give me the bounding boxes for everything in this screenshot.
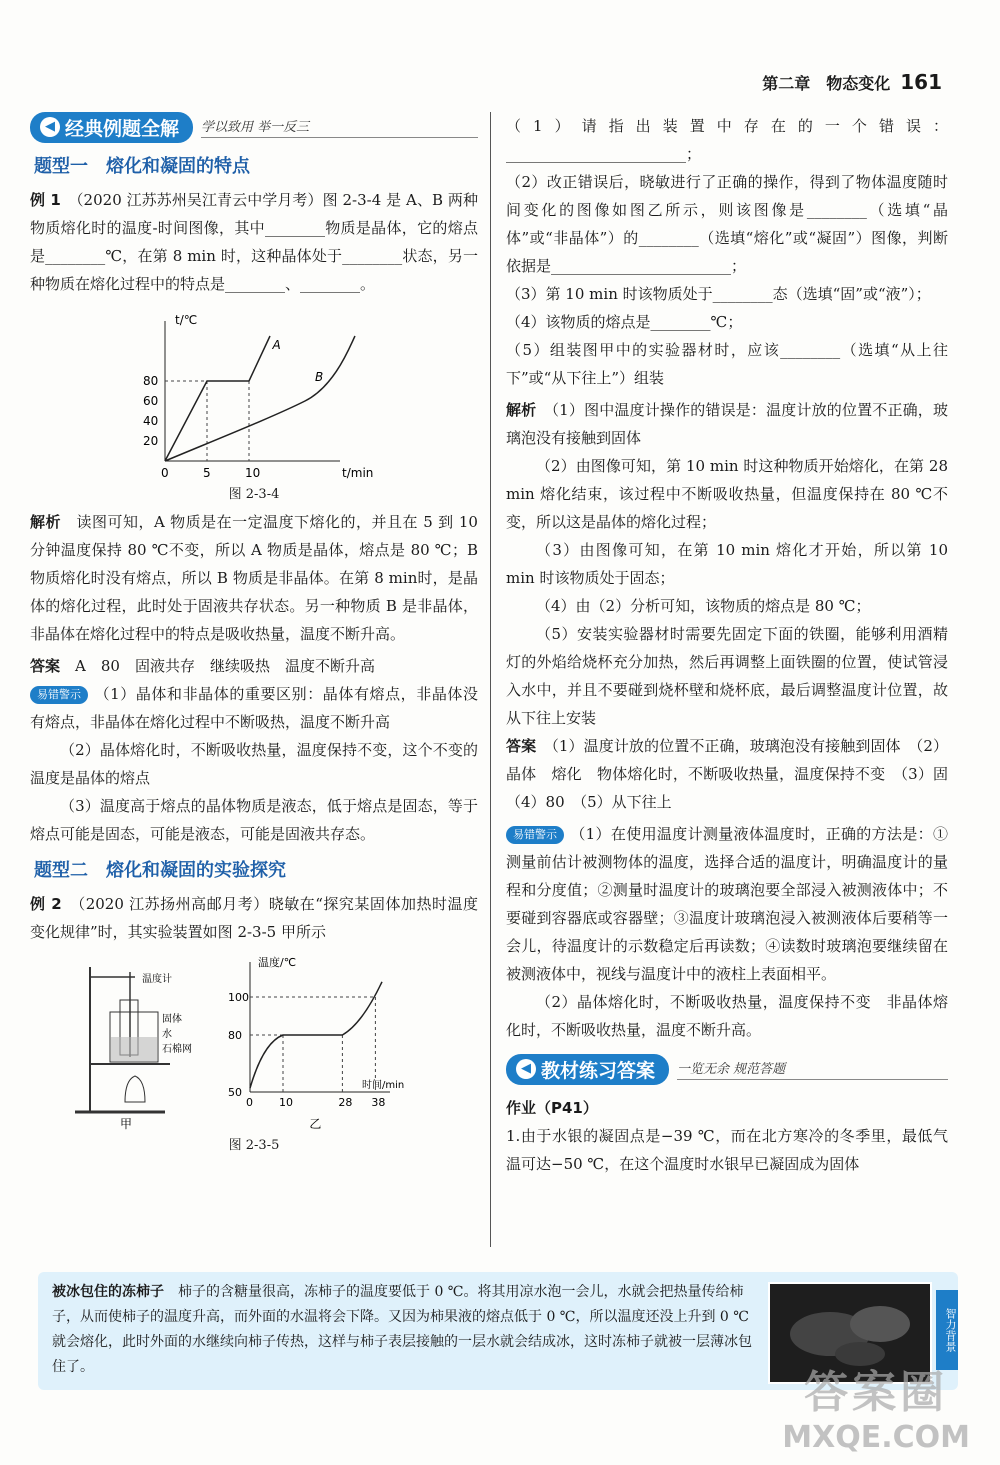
example1-label: 例 1 xyxy=(30,191,61,209)
fig2-xtick: 0 xyxy=(246,1096,253,1109)
question3: （3）第 10 min 时该物质处于________态（选填“固”或“液”）； xyxy=(506,285,931,303)
homework-title: 作业（P41） xyxy=(506,1099,598,1117)
answer2-label: 答案 xyxy=(506,737,537,755)
question4: （4）该物质的熔点是________℃； xyxy=(506,313,743,331)
fig2-ytick: 100 xyxy=(228,991,249,1004)
section-banner-examples xyxy=(30,112,478,142)
analysis1-label: 解析 xyxy=(30,513,61,531)
homework-answer1: 1.由于水银的凝固点是−39 ℃，而在北方寒冷的冬季里，最低气温可达−50 ℃，在这个温度时水银早已凝固成为固体 xyxy=(506,1127,948,1173)
knowledge-text: 被冰包住的冻柿子 柿子的含糖量很高，冻柿子的温度要低于 0 ℃。将其用凉水泡一会儿，水就会把热量传给柿子，从而使柿子的温度升高，而外面的水温将会下降。又因为柿果液的熔点低于 0 ℃，所以温度还没上升到 0 ℃就会熔化，此时外面的水继续向柿子传热，这样与柿子表层接触的一层水就会结成冰，这时冻柿子就被一层薄冰包住了。 xyxy=(52,1284,752,1375)
fig1-xtick: 10 xyxy=(245,466,261,480)
fig1-line-B xyxy=(165,336,355,461)
tip-right1: 易错警示 （1）在使用温度计测量液体温度时，正确的方法是：①测量前估计被测物体的温度，选择合适的温度计，明确温度计的量程和分度值；②测量时温度计的玻璃泡要全部浸入被测液体中；不要碰到容器底或容器壁；③温度计玻璃泡浸入被测液体后要稍等一会儿，待温度计的示数稳定后再读数；④读数时玻璃泡要继续留在被测液体中，视线与温度计中的液柱上表面相平。 xyxy=(506,825,948,983)
fig2-yi-label: 乙 xyxy=(309,1117,322,1131)
type2-title: 题型二 熔化和凝固的实验探究 xyxy=(34,860,286,881)
tip-badge: 易错警示 xyxy=(30,686,88,704)
label-thermometer: 温度计 xyxy=(142,974,172,985)
fig2-xlabel: 时间/min xyxy=(362,1080,405,1091)
label-asbestos-net: 石棉网 xyxy=(162,1044,192,1055)
banner-subtitle: 学以致用 举一反三 xyxy=(201,116,478,138)
speaker-icon: ◀ xyxy=(40,117,60,137)
page-number: 161 xyxy=(900,70,942,94)
question1: （1）请指出装置中存在的一个错误：________________________； xyxy=(506,117,948,163)
tip3: （3）温度高于熔点的晶体物质是液态，低于熔点是固态，等于熔点可能是固态，可能是液态，可能是固液共存态。 xyxy=(30,797,478,843)
banner-title: 经典例题全解 xyxy=(65,117,180,140)
label-solid: 固体 xyxy=(162,1014,182,1025)
fig2-xtick: 38 xyxy=(371,1096,386,1109)
fig1-xtick: 5 xyxy=(203,466,211,480)
label-water: 水 xyxy=(162,1029,172,1040)
analysis2-p3: （3）由图像可知，在第 10 min 熔化才开始，所以第 10 min 时该物质处于固态； xyxy=(506,541,948,587)
analysis2-p2: （2）由图像可知，第 10 min 时这种物质开始熔化，在第 28 min 熔化结束，该过程中不断吸收热量，但温度保持在 80 ℃不变，所以这是晶体的熔化过程； xyxy=(506,457,948,531)
speaker-icon: ◀ xyxy=(516,1059,536,1079)
fig1-ytick: 60 xyxy=(143,394,159,408)
side-tab: 智力背景 xyxy=(936,1290,958,1370)
watermark xyxy=(782,1356,970,1455)
tip1: 易错警示 （1）晶体和非晶体的重要区别：晶体有熔点，非晶体没有熔点，非晶体在熔化过程中不断吸热，温度不断升高 xyxy=(30,685,478,731)
page-header xyxy=(762,70,942,94)
alcohol-lamp xyxy=(125,1076,145,1102)
question5: （5）组装图甲中的实验器材时，应该________（选填“从上往下”或“从下往上”）组装 xyxy=(506,341,948,387)
example2: 例 2 （2020 江苏扬州高邮月考）晓敏在“探究某固体加热时温度变化规律”时，其实验装置如图 2-3-5 甲所示 xyxy=(30,895,478,941)
figure-2-3-5 xyxy=(30,952,470,1132)
knowledge-title: 被冰包住的冻柿子 xyxy=(52,1284,164,1300)
column-divider xyxy=(490,112,491,1247)
tip2: （2）晶体熔化时，不断吸收热量，温度保持不变，这个不变的温度是晶体的熔点 xyxy=(30,741,478,787)
type1-title: 题型一 熔化和凝固的特点 xyxy=(34,156,250,177)
tip-right2: （2）晶体熔化时，不断吸收热量，温度保持不变 非晶体熔化时，不断吸收热量，温度不断升高。 xyxy=(506,993,948,1039)
tip-badge-right: 易错警示 xyxy=(506,826,564,844)
water xyxy=(111,1037,157,1061)
fig2-ylabel: 温度/℃ xyxy=(258,956,297,969)
fig2-ytick: 50 xyxy=(228,1086,242,1099)
figure-2-3-4 xyxy=(30,306,470,481)
fig2-xtick: 28 xyxy=(338,1096,353,1109)
fig1-ytick: 80 xyxy=(143,374,159,388)
fig1-ylabel: t/℃ xyxy=(175,313,198,327)
fig1-xlabel: t/min xyxy=(342,466,374,480)
answer1: 答案 A 80 固液共存 继续吸热 温度不断升高 xyxy=(30,657,375,675)
section-banner-answers: ◀ 教材练习答案 一览无余 规范答题 xyxy=(506,1054,948,1084)
fig1-label-A: A xyxy=(272,338,281,352)
fig2-caption: 图 2-3-5 xyxy=(228,1138,280,1153)
analysis2-label: 解析 xyxy=(506,401,537,419)
analysis2-p5: （5）安装实验器材时需要先固定下面的铁圈，能够利用酒精灯的外焰给烧杯充分加热，然后再调整上面铁圈的位置，使试管浸入水中，并且不要碰到烧杯壁和烧杯底，最后调整温度计位置，故从下往上安装 xyxy=(506,625,948,727)
chapter-title: 第二章 物态变化 xyxy=(762,74,891,93)
example1-text: （2020 江苏苏州吴江青云中学月考）图 2-3-4 是 A、B 两种物质熔化时的温度-时间图像，其中________物质是晶体，它的熔点是________℃，在第 8 min 时，这种晶体处于________状态，另一种物质在熔化过程中的特点是________、________。 xyxy=(30,191,478,293)
right-column xyxy=(506,112,964,1178)
example1 xyxy=(30,186,478,298)
answer2: 答案 （1）温度计放的位置不正确，玻璃泡没有接触到固体 （2）晶体 熔化 物体熔化时，不断吸收热量，温度保持不变 （3）固 （4）80 （5）从下往上 xyxy=(506,737,964,811)
example2-label: 例 2 xyxy=(30,895,62,913)
banner-subtitle: 一览无余 规范答题 xyxy=(677,1058,948,1080)
fig1-ytick: 20 xyxy=(143,434,159,448)
fig1-line-A xyxy=(165,336,270,461)
watermark-line2: MXQE.COM xyxy=(782,1420,970,1455)
analysis2-p4: （4）由（2）分析可知，该物质的熔点是 80 ℃； xyxy=(536,597,871,615)
answer1-label: 答案 xyxy=(30,657,61,675)
analysis2: 解析 （1）图中温度计操作的错误是：温度计放的位置不正确，玻璃泡没有接触到固体 xyxy=(506,401,948,447)
fig1-caption: 图 2-3-4 xyxy=(228,487,280,502)
fig1-ytick: 40 xyxy=(143,414,159,428)
analysis1: 解析 读图可知，A 物质是在一定温度下熔化的，并且在 5 到 10 分钟温度保持 80 ℃不变，所以 A 物质是晶体，熔点是 80 ℃；B 物质熔化时没有熔点，所以 B 物质是非晶体。在第 8 min时，是晶体的熔化过程，此时处于固液共存状态。另一种物质 B 是非晶体，非晶体在熔化过程中的特点是吸收热量，温度不断升高。 xyxy=(30,513,478,643)
fig2-xtick: 10 xyxy=(279,1096,293,1109)
fig1-label-B: B xyxy=(315,370,324,384)
watermark-line1: 答案圈 xyxy=(804,1367,949,1418)
fig2-ytick: 80 xyxy=(228,1029,242,1042)
fig2-jia-label: 甲 xyxy=(120,1117,133,1131)
fig1-xtick: 0 xyxy=(161,466,169,480)
question2: （2）改正错误后，晓敏进行了正确的操作，得到了物体温度随时间变化的图像如图乙所示，则该图像是________（选填“晶体”或“非晶体”）的________（选填“熔化”或“凝固”）图像，判断依据是________________________； xyxy=(506,173,948,275)
left-column xyxy=(30,112,478,1159)
